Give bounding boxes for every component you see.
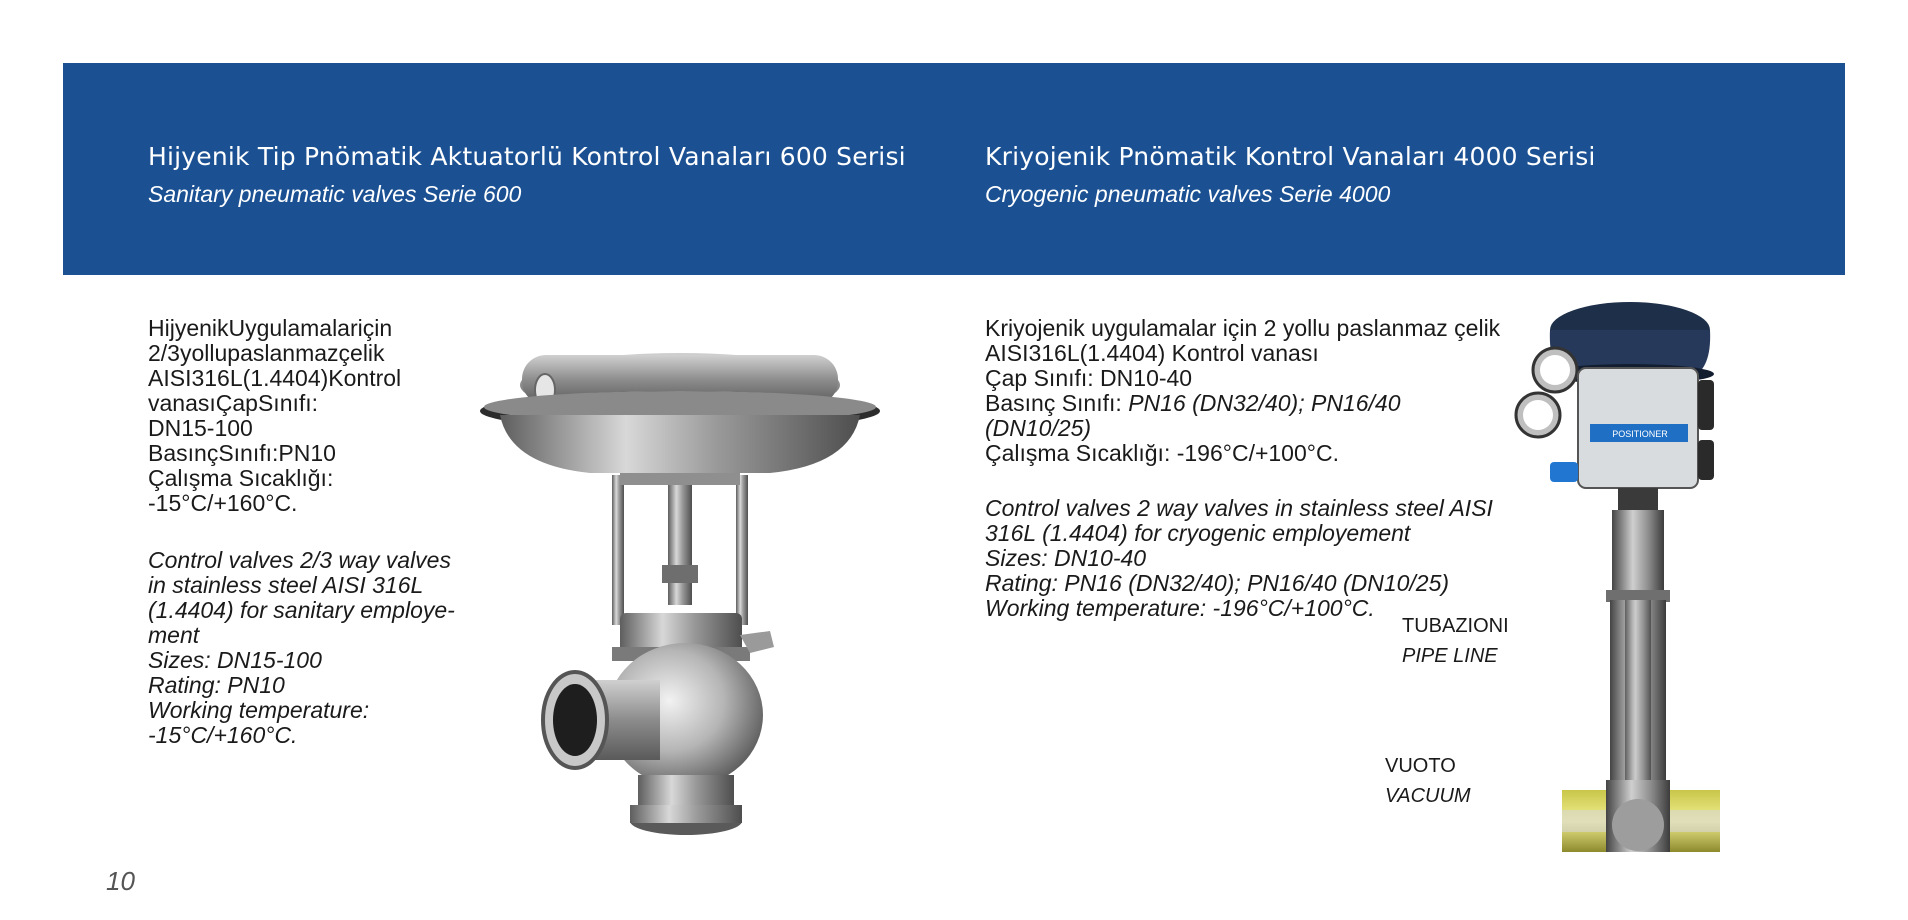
left-tr-word: Basınç xyxy=(148,440,219,466)
right-tr-line xyxy=(985,391,1500,416)
positioner-label: POSITIONER xyxy=(1612,429,1668,439)
vacuum-label-tr: VUOTO xyxy=(1385,755,1456,777)
left-tr-word: Sınıfı: xyxy=(257,390,319,416)
left-tr-line xyxy=(148,341,438,366)
right-product-title: Kriyojenik Pnömatik Kontrol Vanaları 4000 Serisi xyxy=(985,142,1596,171)
left-en-line: ment xyxy=(148,622,200,648)
vacuum-label xyxy=(1385,751,1471,811)
left-tr-line xyxy=(148,441,438,466)
left-tr-word: AISI316L(1.4404) xyxy=(148,365,329,391)
left-en-line: (1.4404) for sanitary employe- xyxy=(148,597,455,623)
right-product-subtitle: Cryogenic pneumatic valves Serie 4000 xyxy=(985,181,1391,207)
left-tr-line: -15°C/+160°C. xyxy=(148,490,298,516)
right-tr-line: (DN10/25) xyxy=(985,415,1092,441)
rating-label: Basınç Sınıfı: xyxy=(985,390,1129,416)
right-en-line: Working temperature: -196°C/+100°C. xyxy=(985,595,1375,621)
left-tr-line xyxy=(148,366,438,391)
rating-value: PN16 (DN32/40); PN16/40 xyxy=(1128,390,1401,416)
right-en-line: 316L (1.4404) for cryogenic employement xyxy=(985,520,1411,546)
left-tr-word: Sınıfı: xyxy=(218,440,279,466)
left-tr-word: paslanmaz xyxy=(227,340,339,366)
left-tr-word: 2/3 xyxy=(148,340,180,366)
left-en-line: Control valves 2/3 way valves xyxy=(148,547,451,573)
left-tr-word: PN10 xyxy=(278,440,336,466)
left-tr-word: Çap xyxy=(215,390,258,416)
pipe-label-en: PIPE LINE xyxy=(1402,645,1498,667)
left-en-line: -15°C/+160°C. xyxy=(148,722,298,748)
left-en-line: in stainless steel AISI 316L xyxy=(148,572,424,598)
left-tr-line: Çalışma Sıcaklığı: xyxy=(148,465,334,491)
left-tr-word: Hijyenik xyxy=(148,315,229,341)
left-tr-word: Uygulamalar xyxy=(228,315,358,341)
left-tr-word: çelik xyxy=(338,340,385,366)
left-en-line: Rating: PN10 xyxy=(148,672,285,698)
pipe-label-tr: TUBAZIONI xyxy=(1402,615,1509,637)
sanitary-valve-image xyxy=(470,335,890,850)
left-turkish-description xyxy=(148,316,438,516)
right-english-description xyxy=(985,496,1493,621)
right-tr-line: Çap Sınıfı: DN10-40 xyxy=(985,365,1193,391)
vacuum-label-en: VACUUM xyxy=(1385,785,1471,807)
right-en-line: Control valves 2 way valves in stainless steel AISI xyxy=(985,495,1493,521)
right-en-line: Rating: PN16 (DN32/40); PN16/40 (DN10/25) xyxy=(985,570,1450,596)
left-tr-word: yollu xyxy=(179,340,228,366)
left-tr-line xyxy=(148,316,438,341)
left-english-description xyxy=(148,548,455,748)
right-en-line: Sizes: DN10-40 xyxy=(985,545,1147,571)
cryogenic-valve-image xyxy=(1480,300,1740,865)
left-tr-line xyxy=(148,391,438,416)
right-turkish-description xyxy=(985,316,1500,466)
left-en-line: Sizes: DN15-100 xyxy=(148,647,322,673)
left-tr-word: Kontrol xyxy=(328,365,402,391)
right-tr-line: AISI316L(1.4404) Kontrol vanası xyxy=(985,340,1319,366)
left-tr-line: DN15-100 xyxy=(148,415,253,441)
left-product-subtitle: Sanitary pneumatic valves Serie 600 xyxy=(148,181,522,207)
left-product-title: Hijyenik Tip Pnömatik Aktuatorlü Kontrol Vanaları 600 Serisi xyxy=(148,142,906,171)
right-tr-line: Çalışma Sıcaklığı: -196°C/+100°C. xyxy=(985,440,1339,466)
left-tr-word: vanası xyxy=(148,390,216,416)
left-tr-word: için xyxy=(357,315,393,341)
right-tr-line: Kriyojenik uygulamalar için 2 yollu paslanmaz çelik xyxy=(985,315,1501,341)
page-number: 10 xyxy=(106,866,135,896)
left-en-line: Working temperature: xyxy=(148,697,370,723)
